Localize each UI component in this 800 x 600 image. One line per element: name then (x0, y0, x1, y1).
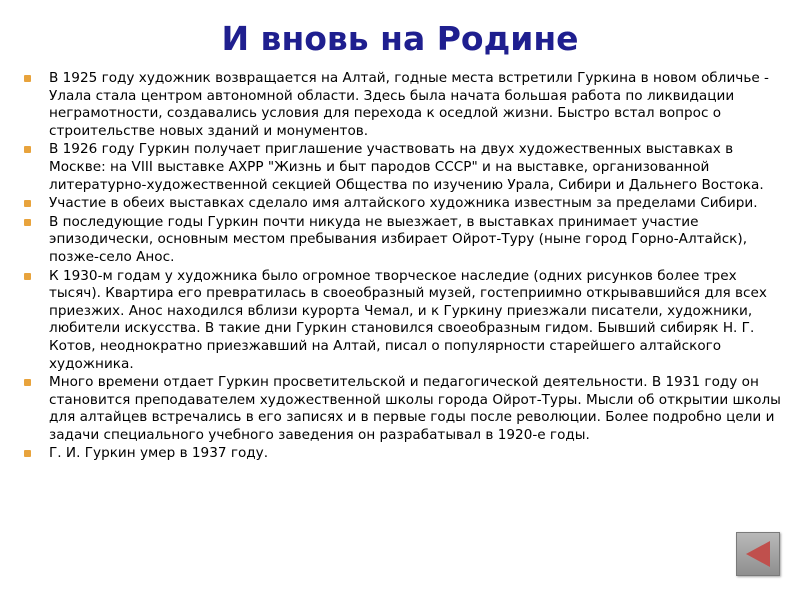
list-item-text: В 1925 году художник возвращается на Алтай, годные места встретили Гуркина в новом обличье - Улала стала центром автономной области. Здесь была начата большая работа по ликвидации неграмотности, создавались условия для перехода к оседлой жизни. Быстро встал вопрос о строительстве новых зданий и монументов. (49, 70, 769, 139)
square-bullet-icon (24, 273, 31, 280)
list-item-text: Участие в обеих выставках сделало имя алтайского художника известным за пределами Сибири. (49, 195, 758, 212)
bullet-list (22, 70, 792, 464)
list-item-text: К 1930-м годам у художника было огромное творческое наследие (одних рисунков более трех тысяч). Квартира его превратилась в своеобразный музей, гостеприимно открывавшийся для всех приезжих. Анос находился вблизи курорта Чемал, и к Гуркину приезжали писатели, художники, любители искусства. В такие дни Гуркин становился своеобразным гидом. Бывший сибиряк Н. Г. Котов, неоднократно приезжавший на Алтай, писал о популярности старейшего алтайского художника. (49, 267, 767, 372)
square-bullet-icon (24, 75, 31, 82)
list-item-text: В последующие годы Гуркин почти никуда не выезжает, в выставках принимает участие эпизодически, основным местом пребывания избирает Ойрот-Туру (ныне город Горно-Алтайск), позже-село Анос. (49, 213, 748, 265)
square-bullet-icon (24, 200, 31, 207)
list-item (22, 141, 792, 194)
list-item (22, 268, 792, 374)
square-bullet-icon (24, 450, 31, 457)
back-button[interactable] (736, 532, 780, 576)
list-item (22, 374, 792, 444)
list-item (22, 70, 792, 140)
list-item (22, 195, 792, 213)
list-item (22, 214, 792, 267)
triangle-left-icon (737, 533, 779, 575)
list-item-text: Много времени отдает Гуркин просветительской и педагогической деятельности. В 1931 году он становится преподавателем художественной школы города Ойрот-Туры. Мысли об открытии школы для алтайцев встречались в его записях и в первые годы после революции. Более подробно цели и задачи специального учебного заведения он разрабатывал в 1920-е годы. (49, 374, 781, 443)
square-bullet-icon (24, 146, 31, 153)
page-title: И вновь на Родине (221, 19, 579, 58)
square-bullet-icon (24, 379, 31, 386)
list-item-text: В 1926 году Гуркин получает приглашение участвовать на двух художественных выставках в Москве: на VIII выставке АХРР "Жизнь и быт пародов СССР" и на выставке, организованной литературно-художественной секцией Общества по изучению Урала, Сибири и Дальнего Востока. (49, 141, 764, 193)
list-item-text: Г. И. Гуркин умер в 1937 году. (49, 445, 269, 462)
list-item (22, 445, 792, 463)
square-bullet-icon (24, 219, 31, 226)
